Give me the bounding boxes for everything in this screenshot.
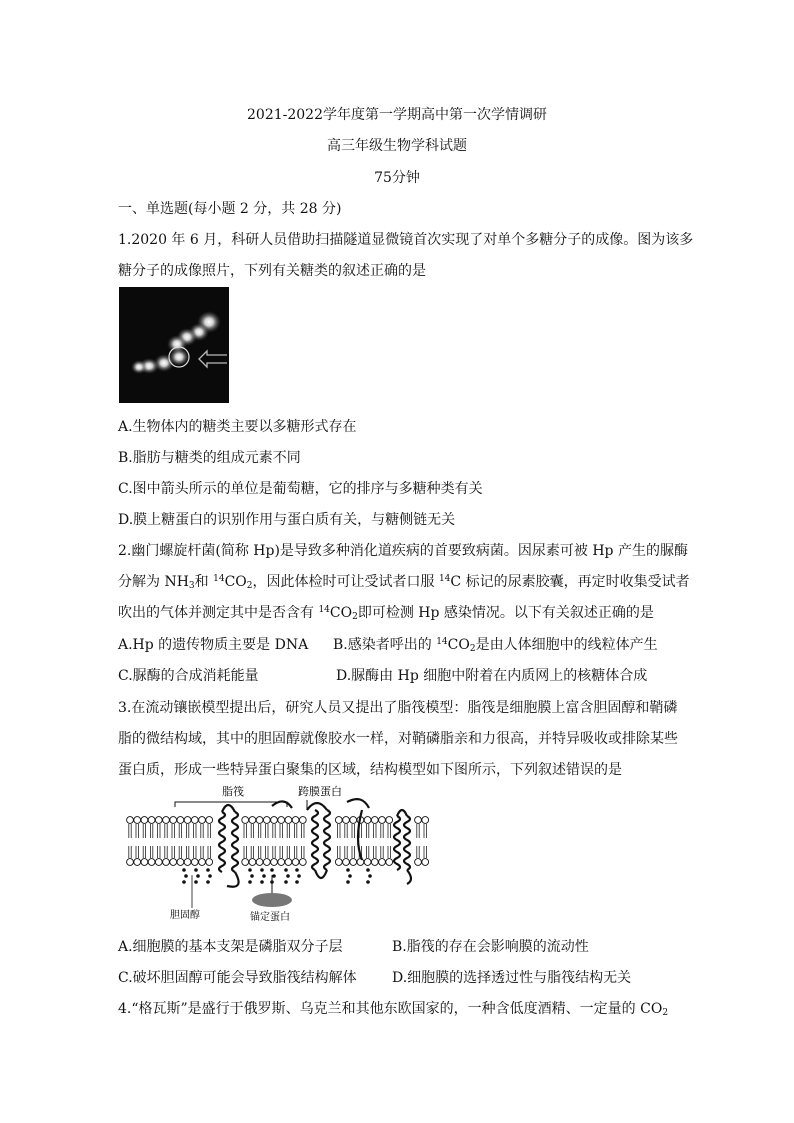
- label-anchor-protein: 锚定蛋白: [250, 912, 290, 923]
- chain-bead: [182, 880, 186, 884]
- exam-title: 2021-2022学年度第一学期高中第一次学情调研: [247, 107, 547, 123]
- phospholipid-head: [292, 859, 299, 866]
- phospholipid-head: [350, 859, 357, 866]
- phospholipid-head: [199, 817, 206, 824]
- q2-stem-line1: 2.幽门螺旋杆菌(简称 Hp)是导致多种消化道疾病的首要致病菌。因尿素可被 Hp 产生的脲酶: [118, 543, 688, 559]
- q3-option-c: C.破坏胆固醇可能会导致脂筏结构解体: [118, 970, 357, 986]
- phospholipid-head: [256, 817, 263, 824]
- q3-stem-line2: 脂的微结构域，其中的胆固醇就像胶水一样，对鞘磷脂亲和力很高，并特异吸收或排除某些: [118, 731, 678, 747]
- phospholipid-head: [335, 859, 342, 866]
- phospholipid-head: [141, 859, 148, 866]
- phospholipid-head: [386, 859, 393, 866]
- phospholipid-head: [170, 859, 177, 866]
- phospholipid-head: [379, 817, 386, 824]
- chain-bead: [260, 880, 264, 884]
- phospholipid-head: [163, 817, 170, 824]
- phospholipid-head: [134, 817, 141, 824]
- chain-bead: [272, 874, 276, 878]
- chain-bead: [348, 874, 352, 878]
- label-transmembrane-protein: 跨膜蛋白: [298, 786, 342, 798]
- chain-bead: [284, 868, 288, 872]
- phospholipid-head: [299, 817, 306, 824]
- phospholipid-head: [422, 817, 429, 824]
- phospholipid-head: [285, 859, 292, 866]
- chain-bead: [196, 874, 200, 878]
- phospholipid-head: [148, 817, 155, 824]
- phospholipid-head: [299, 859, 306, 866]
- chain-bead: [194, 868, 198, 872]
- exam-subtitle: 高三年级生物学科试题: [327, 138, 467, 154]
- phospholipid-head: [350, 817, 357, 824]
- chain-bead: [295, 868, 299, 872]
- q2-option-b: B.感染者呼出的 $^{14}CO_2$是由人体细胞中的线粒体产生: [333, 637, 658, 654]
- chain-bead: [184, 874, 188, 878]
- lipid-raft-diagram: [122, 780, 432, 925]
- phospholipid-head: [127, 859, 134, 866]
- phospholipid-head: [191, 817, 198, 824]
- phospholipid-head: [199, 859, 206, 866]
- q3-option-a: A.细胞膜的基本支架是磷脂双分子层: [118, 939, 343, 955]
- chain-bead: [262, 874, 266, 878]
- phospholipid-head: [206, 817, 213, 824]
- phospholipid-head: [386, 817, 393, 824]
- q2-option-a: A.Hp 的遗传物质主要是 DNA: [118, 637, 309, 653]
- q1-stem-line1: 1.2020 年 6 月，科研人员借助扫描隧道显微镜首次实现了对单个多糖分子的成像。图为该多: [118, 232, 694, 248]
- chain-bead: [368, 874, 372, 878]
- q2-stem-line3: 吹出的气体并测定其中是否含有 $^{14}CO_2$即可检测 Hp 感染情况。以下有关叙述正确的是: [118, 605, 654, 622]
- transmembrane-proteins: [219, 799, 411, 887]
- lower-phospholipid-heads: [127, 859, 429, 866]
- phospholipid-head: [278, 859, 285, 866]
- phospholipid-head: [371, 859, 378, 866]
- phospholipid-head: [155, 817, 162, 824]
- chain-bead: [194, 880, 198, 884]
- phospholipid-head: [335, 817, 342, 824]
- phospholipid-head: [170, 817, 177, 824]
- chain-bead: [284, 880, 288, 884]
- chain-bead: [248, 868, 252, 872]
- phospholipid-head: [364, 859, 371, 866]
- q2-option-c: C.脲酶的合成消耗能量: [118, 668, 259, 684]
- phospholipid-head: [256, 859, 263, 866]
- q1-option-b: B.脂肪与糖类的组成元素不同: [118, 450, 301, 466]
- phospholipid-head: [191, 859, 198, 866]
- chain-bead: [346, 868, 350, 872]
- phospholipid-head: [343, 859, 350, 866]
- q1-option-d: D.膜上糖蛋白的识别作用与蛋白质有关，与糖侧链无关: [118, 512, 456, 528]
- phospholipid-head: [278, 817, 285, 824]
- phospholipid-head: [163, 859, 170, 866]
- exam-duration: 75分钟: [374, 170, 420, 186]
- phospholipid-head: [271, 859, 278, 866]
- phospholipid-head: [134, 859, 141, 866]
- phospholipid-head: [292, 817, 299, 824]
- phospholipid-head: [379, 859, 386, 866]
- phospholipid-head: [422, 859, 429, 866]
- polysaccharide-stm-image: [119, 287, 229, 403]
- phospholipid-head: [364, 817, 371, 824]
- phospholipid-head: [249, 817, 256, 824]
- chain-bead: [206, 880, 210, 884]
- phospholipid-head: [141, 817, 148, 824]
- q2-stem-line2: 分解为 $NH_3$和 $^{14}CO_2$，因此体检时可让受试者口服 $^{14}$C 标记的尿素胶囊，再定时收集受试者: [118, 574, 690, 591]
- chain-bead: [248, 880, 252, 884]
- q3-option-b: B.脂筏的存在会影响膜的流动性: [392, 939, 589, 955]
- q3-option-d: D.细胞膜的选择透过性与脂筏结构无关: [392, 970, 632, 986]
- phospholipid-head: [177, 859, 184, 866]
- phospholipid-head: [415, 859, 422, 866]
- chain-bead: [208, 874, 212, 878]
- q3-stem-line1: 3.在流动镶嵌模型提出后，研究人员又提出了脂筏模型：脂筏是细胞膜上富含胆固醇和鞘磷: [118, 700, 678, 716]
- phospholipid-head: [148, 859, 155, 866]
- q3-stem-line3: 蛋白质，形成一些特异蛋白聚集的区域，结构模型如下图所示，下列叙述错误的是: [118, 762, 622, 778]
- chain-bead: [206, 868, 210, 872]
- upper-phospholipid-heads: [127, 817, 429, 824]
- carbohydrate-chains: [182, 868, 372, 884]
- section-heading: 一、单选题(每小题 2 分，共 28 分): [118, 201, 342, 217]
- q2-option-d: D.脲酶由 Hp 细胞中附着在内质网上的核糖体合成: [336, 668, 648, 684]
- q1-option-a: A.生物体内的糖类主要以多糖形式存在: [118, 419, 357, 435]
- chain-bead: [286, 874, 290, 878]
- phospholipid-head: [177, 817, 184, 824]
- chain-bead: [250, 874, 254, 878]
- phospholipid-head: [184, 817, 191, 824]
- q4-stem-line1: 4.“格瓦斯”是盛行于俄罗斯、乌克兰和其他东欧国家的，一种含低度酒精、一定量的 $CO_2$: [118, 1001, 669, 1018]
- chain-bead: [295, 880, 299, 884]
- chain-bead: [346, 880, 350, 884]
- label-lipid-raft: 脂筏: [222, 786, 244, 798]
- chain-bead: [297, 874, 301, 878]
- label-cholesterol: 胆固醇: [170, 910, 200, 921]
- phospholipid-head: [271, 817, 278, 824]
- phospholipid-head: [242, 859, 249, 866]
- phospholipid-head: [127, 817, 134, 824]
- chain-bead: [366, 868, 370, 872]
- phospholipid-head: [263, 817, 270, 824]
- chain-bead: [260, 868, 264, 872]
- phospholipid-head: [184, 859, 191, 866]
- chain-bead: [182, 868, 186, 872]
- phospholipid-head: [206, 859, 213, 866]
- phospholipid-head: [285, 817, 292, 824]
- anchor-protein-shape: [252, 893, 292, 907]
- phospholipid-head: [371, 817, 378, 824]
- phospholipid-head: [249, 859, 256, 866]
- phospholipid-head: [415, 817, 422, 824]
- phospholipid-head: [155, 859, 162, 866]
- phospholipid-tails: [129, 824, 427, 858]
- phospholipid-head: [343, 817, 350, 824]
- chain-bead: [366, 880, 370, 884]
- phospholipid-head: [242, 817, 249, 824]
- phospholipid-head: [263, 859, 270, 866]
- chain-bead: [270, 868, 274, 872]
- q1-stem-line2: 糖分子的成像照片，下列有关糖类的叙述正确的是: [118, 263, 426, 279]
- q1-option-c: C.图中箭头所示的单位是葡萄糖，它的排序与多糖种类有关: [118, 481, 483, 497]
